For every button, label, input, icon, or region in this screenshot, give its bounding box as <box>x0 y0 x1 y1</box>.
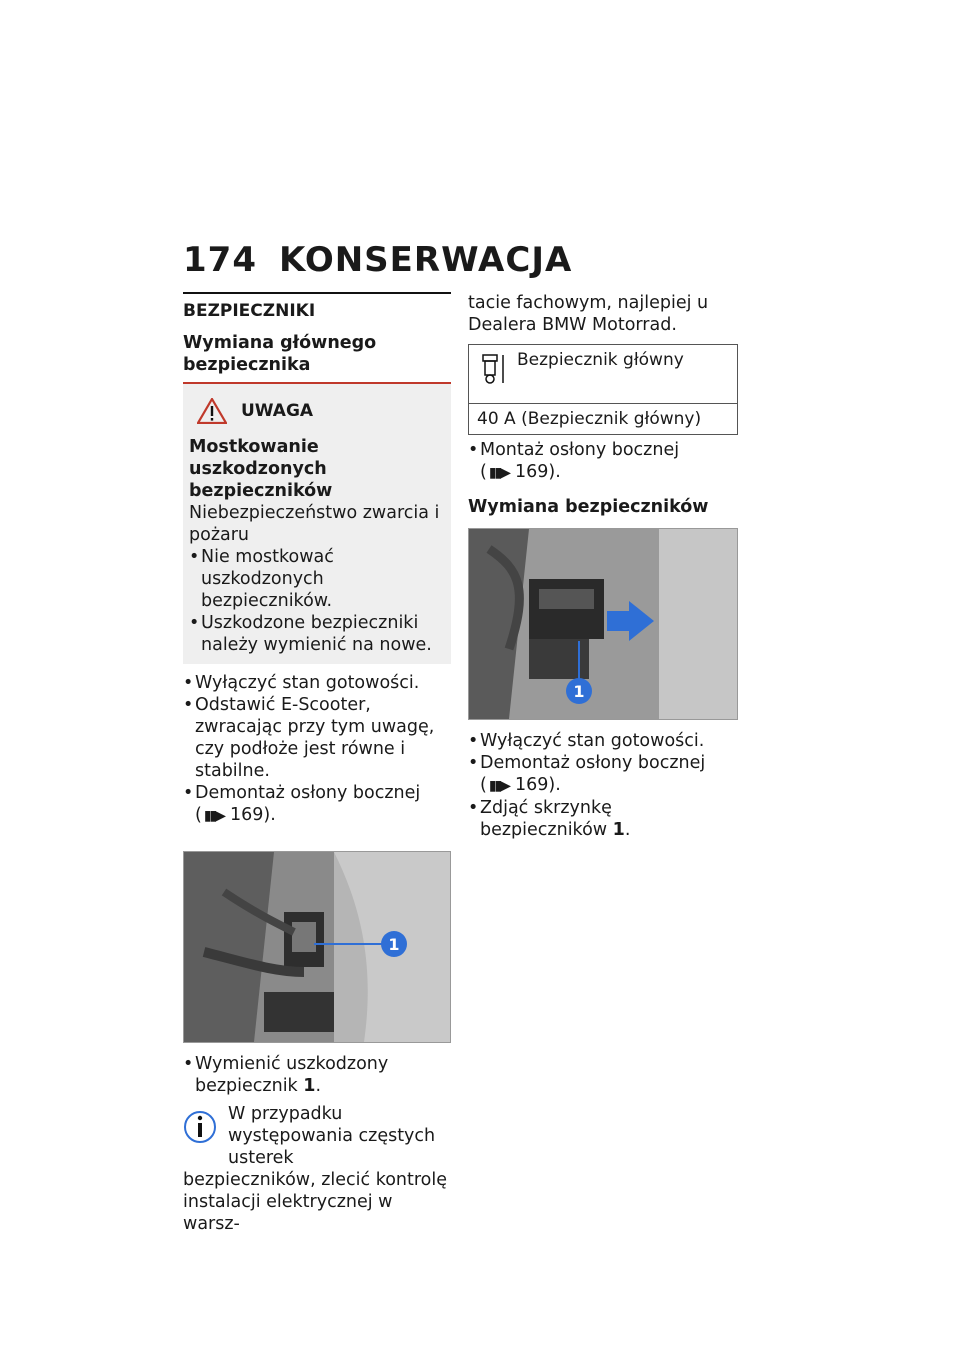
fuse-photo-1 <box>183 851 451 1043</box>
after-table-step-list <box>468 439 738 484</box>
left-column <box>183 292 451 1235</box>
subsection-title-main-fuse: Wymiana głównego bezpiecznika <box>183 333 377 375</box>
callout-ref: 1 <box>303 1076 316 1096</box>
warning-box <box>183 384 451 664</box>
page-header <box>183 240 572 280</box>
warning-title: Mostkowanie uszkodzonych bezpieczników <box>189 437 333 501</box>
list-item: • Montaż osłony bocznej ( ▮▮▶ 169). <box>468 439 738 484</box>
list-item: • Demontaż osłony bocznej ( ▮▮▶ 169). <box>468 752 738 797</box>
arrow-ref-icon: ▮▮▶ <box>488 778 510 794</box>
step-text: Demontaż osłony bocznej <box>195 783 421 803</box>
step-text: Demontaż osłony bocznej <box>480 753 706 773</box>
page-ref: 169). <box>230 805 276 825</box>
photo-callout-1: 1 <box>388 935 400 954</box>
step-text: Wymienić uszkodzony bezpiecznik <box>195 1054 389 1096</box>
warning-triangle-icon <box>197 398 227 424</box>
fuse-table-header-text: Bezpiecznik główny <box>517 350 684 370</box>
list-item: • Odstawić E-Scooter, zwracając przy tym uwagę, czy podłoże jest równe i stabilne. <box>183 694 451 782</box>
list-item: • Zdjąć skrzynkę bezpieczników 1. <box>468 797 738 841</box>
list-item: • Wyłączyć stan gotowości. <box>468 730 738 752</box>
replace-step-list <box>183 1053 451 1097</box>
step-text: Zdjąć skrzynkę bezpieczników <box>480 798 612 840</box>
warning-label: UWAGA <box>241 401 314 421</box>
arrow-ref-icon: ▮▮▶ <box>488 465 510 481</box>
step-text: Montaż osłony bocznej <box>480 440 680 460</box>
section-title: BEZPIECZNIKI <box>183 301 316 321</box>
warning-bullets <box>189 546 445 656</box>
list-item: • Uszkodzone bezpieczniki należy wymienić na nowe. <box>189 612 445 656</box>
fuse-table <box>468 344 738 435</box>
arrow-ref-icon: ▮▮▶ <box>203 808 225 824</box>
section-rule <box>183 292 451 294</box>
info-icon <box>183 1107 217 1147</box>
fuse-table-value: 40 A (Bezpiecznik główny) <box>469 404 738 435</box>
callout-ref: 1 <box>612 820 625 840</box>
photo-callout-2: 1 <box>573 682 585 701</box>
list-item: • Wymienić uszkodzony bezpiecznik 1. <box>183 1053 451 1097</box>
fuse-step-list <box>468 730 738 841</box>
info-text-rest: bezpieczników, zlecić kontrolę instalacji elektrycznej w warsz- <box>183 1170 448 1234</box>
continued-text: tacie fachowym, najlepiej u Dealera BMW Motorrad. <box>468 293 709 335</box>
fuse-table-header <box>469 345 738 404</box>
fuse-photo-2 <box>468 528 738 720</box>
chapter-title: KONSERWACJA <box>279 240 573 280</box>
page-ref: 169). <box>515 462 561 482</box>
warning-text: Niebezpieczeństwo zwarcia i pożaru <box>189 503 440 545</box>
list-item: • Demontaż osłony bocznej ( ▮▮▶ 169). <box>183 782 451 827</box>
subsection-title-fuses: Wymiana bezpieczników <box>468 497 709 517</box>
info-text-first: W przypadku występowania częstych usterek <box>228 1104 436 1168</box>
right-column <box>468 292 738 841</box>
list-item: • Nie mostkować uszkodzonych bezpieczników. <box>189 546 445 612</box>
page-ref: 169). <box>515 775 561 795</box>
step-list <box>183 672 451 827</box>
page-number: 174 <box>183 240 257 280</box>
fuse-icon <box>477 349 511 389</box>
info-note <box>183 1103 451 1235</box>
list-item: • Wyłączyć stan gotowości. <box>183 672 451 694</box>
